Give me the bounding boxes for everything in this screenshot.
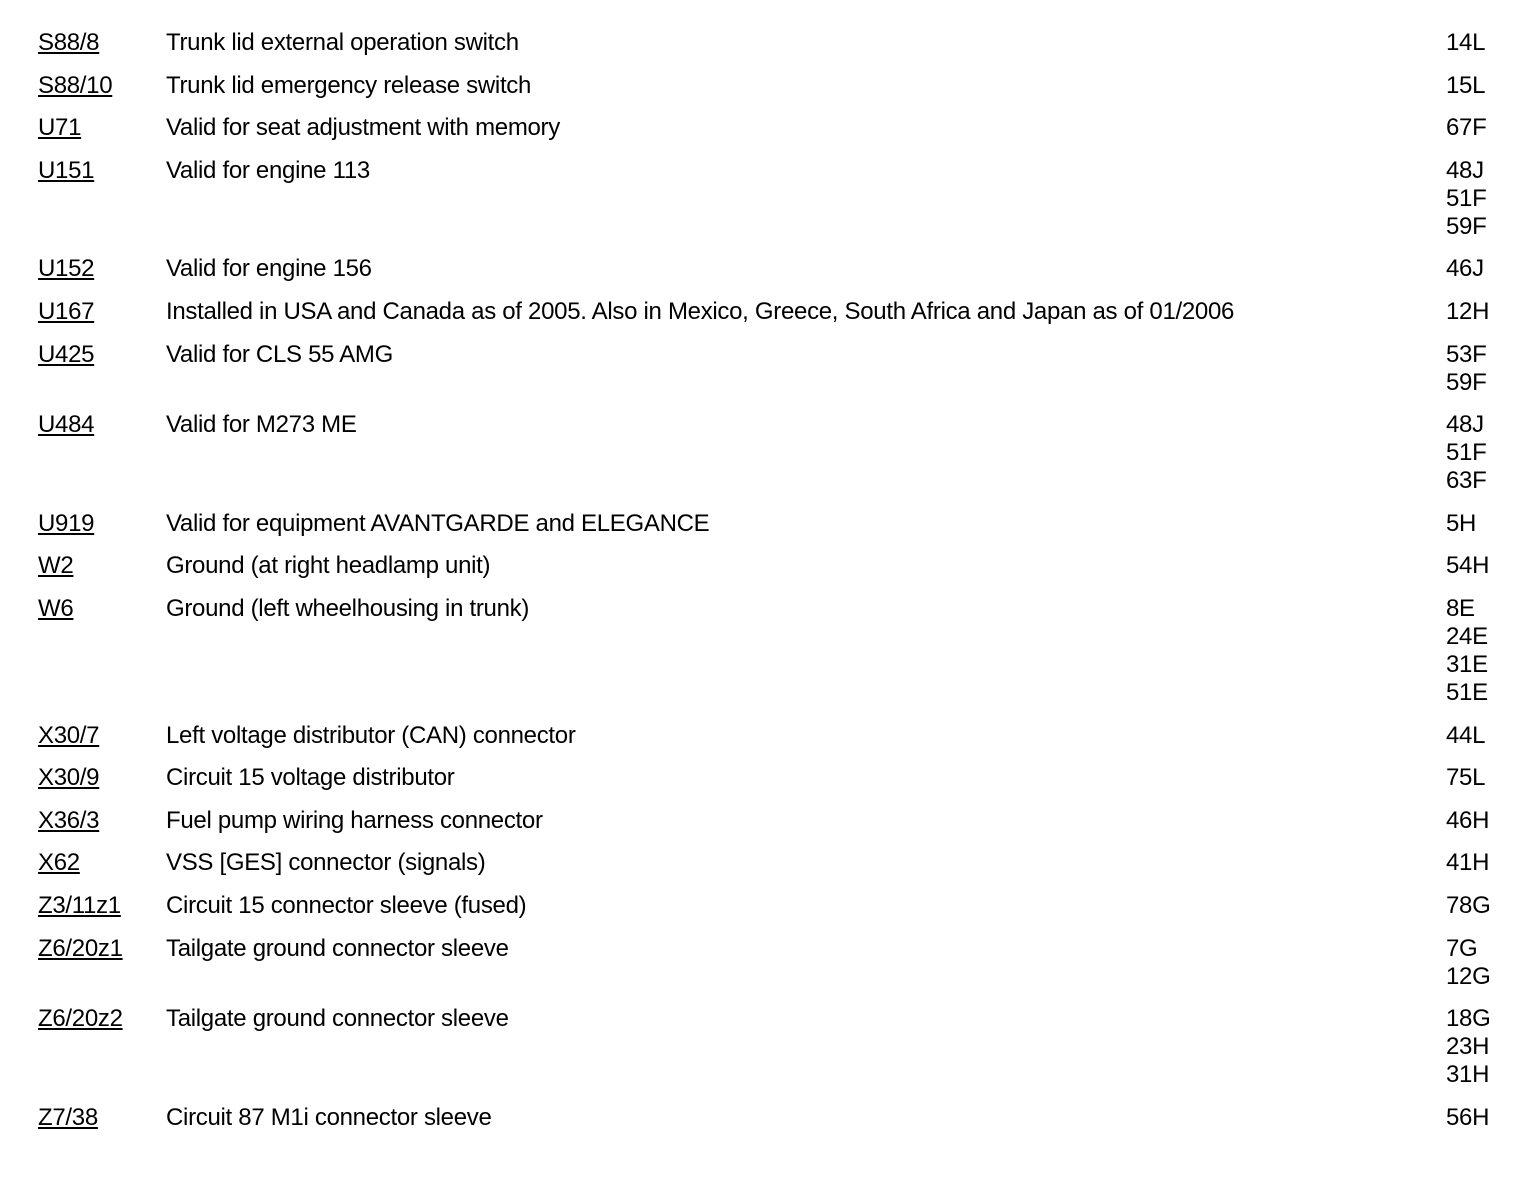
grid-reference-list bbox=[1446, 114, 1508, 142]
grid-reference: 53F bbox=[1446, 340, 1487, 368]
grid-reference-list bbox=[1446, 341, 1508, 397]
table-row bbox=[38, 411, 1508, 495]
grid-reference: 48J bbox=[1446, 411, 1484, 439]
grid-reference: 59F bbox=[1446, 368, 1487, 396]
component-code-link[interactable]: W6 bbox=[38, 594, 74, 622]
component-code-link[interactable]: X30/7 bbox=[38, 721, 100, 749]
grid-reference: 51F bbox=[1446, 439, 1487, 467]
grid-reference: 12H bbox=[1446, 297, 1490, 325]
grid-reference: 46J bbox=[1446, 255, 1484, 283]
grid-reference-list bbox=[1446, 298, 1508, 326]
component-description: Installed in USA and Canada as of 2005. Also in Mexico, Greece, South Africa and Japan as of 01/2006 bbox=[166, 297, 1235, 325]
grid-reference-list bbox=[1446, 72, 1508, 100]
component-code-link[interactable]: S88/10 bbox=[38, 71, 113, 99]
grid-reference-list bbox=[1446, 892, 1508, 920]
table-row bbox=[38, 892, 1508, 920]
grid-reference-list bbox=[1446, 935, 1508, 991]
grid-reference: 31H bbox=[1446, 1061, 1490, 1089]
component-description: Fuel pump wiring harness connector bbox=[166, 806, 543, 834]
grid-reference: 12G bbox=[1446, 962, 1491, 990]
table-row bbox=[38, 595, 1508, 707]
table-row bbox=[38, 1104, 1508, 1132]
component-code-link[interactable]: Z3/11z1 bbox=[38, 891, 121, 919]
component-code-link[interactable]: Z6/20z1 bbox=[38, 934, 123, 962]
component-description: Circuit 15 connector sleeve (fused) bbox=[166, 891, 527, 919]
component-code-link[interactable]: U919 bbox=[38, 509, 95, 537]
component-description: Valid for seat adjustment with memory bbox=[166, 114, 560, 142]
component-description: Ground (at right headlamp unit) bbox=[166, 552, 491, 580]
grid-reference: 44L bbox=[1446, 721, 1486, 749]
component-code-link[interactable]: U167 bbox=[38, 297, 95, 325]
component-description: Valid for engine 113 bbox=[166, 156, 370, 184]
component-description: Tailgate ground connector sleeve bbox=[166, 1005, 509, 1033]
table-row bbox=[38, 1005, 1508, 1089]
table-row bbox=[38, 935, 1508, 991]
component-description: VSS [GES] connector (signals) bbox=[166, 849, 486, 877]
component-description: Trunk lid emergency release switch bbox=[166, 71, 532, 99]
table-row bbox=[38, 255, 1508, 283]
table-row bbox=[38, 764, 1508, 792]
grid-reference: 59F bbox=[1446, 212, 1487, 240]
component-description: Ground (left wheelhousing in trunk) bbox=[166, 594, 530, 622]
grid-reference: 54H bbox=[1446, 552, 1490, 580]
grid-reference: 56H bbox=[1446, 1103, 1490, 1131]
grid-reference: 18G bbox=[1446, 1005, 1491, 1033]
table-row bbox=[38, 341, 1508, 397]
table-row bbox=[38, 298, 1508, 326]
grid-reference: 5H bbox=[1446, 509, 1477, 537]
component-code-link[interactable]: U152 bbox=[38, 255, 95, 283]
grid-reference: 75L bbox=[1446, 764, 1486, 792]
grid-reference-list bbox=[1446, 807, 1508, 835]
component-code-link[interactable]: U151 bbox=[38, 156, 95, 184]
grid-reference: 14L bbox=[1446, 29, 1486, 56]
table-row bbox=[38, 807, 1508, 835]
component-description: Left voltage distributor (CAN) connector bbox=[166, 721, 576, 749]
grid-reference: 41H bbox=[1446, 849, 1490, 877]
table-row bbox=[38, 552, 1508, 580]
grid-reference-list bbox=[1446, 1005, 1508, 1089]
table-row bbox=[38, 510, 1508, 538]
component-code-link[interactable]: U425 bbox=[38, 340, 95, 368]
component-code-link[interactable]: W2 bbox=[38, 552, 74, 580]
component-code-link[interactable]: S88/8 bbox=[38, 29, 100, 56]
grid-reference: 67F bbox=[1446, 114, 1487, 142]
component-code-link[interactable]: U484 bbox=[38, 411, 95, 439]
component-description: Circuit 15 voltage distributor bbox=[166, 764, 455, 792]
component-code-link[interactable]: X30/9 bbox=[38, 764, 100, 792]
grid-reference-list bbox=[1446, 722, 1508, 750]
component-description: Tailgate ground connector sleeve bbox=[166, 934, 509, 962]
grid-reference-list bbox=[1446, 849, 1508, 877]
component-description: Valid for M273 ME bbox=[166, 411, 357, 439]
table-row bbox=[38, 849, 1508, 877]
table-row bbox=[38, 722, 1508, 750]
grid-reference-list bbox=[1446, 157, 1508, 241]
component-code-link[interactable]: Z6/20z2 bbox=[38, 1005, 123, 1033]
grid-reference: 7G bbox=[1446, 934, 1478, 962]
grid-reference: 24E bbox=[1446, 622, 1488, 650]
grid-reference: 78G bbox=[1446, 891, 1491, 919]
grid-reference: 23H bbox=[1446, 1033, 1490, 1061]
grid-reference-list bbox=[1446, 552, 1508, 580]
grid-reference-list bbox=[1446, 595, 1508, 707]
component-description: Valid for CLS 55 AMG bbox=[166, 340, 393, 368]
component-code-link[interactable]: U71 bbox=[38, 114, 82, 142]
grid-reference-list bbox=[1446, 411, 1508, 495]
grid-reference-list bbox=[1446, 764, 1508, 792]
table-row bbox=[38, 157, 1508, 241]
table-row bbox=[38, 72, 1508, 100]
grid-reference-list bbox=[1446, 255, 1508, 283]
grid-reference: 63F bbox=[1446, 467, 1487, 495]
grid-reference: 51E bbox=[1446, 678, 1488, 706]
table-row bbox=[38, 114, 1508, 142]
component-legend-table bbox=[38, 29, 1508, 1146]
component-code-link[interactable]: X36/3 bbox=[38, 806, 100, 834]
grid-reference: 31E bbox=[1446, 650, 1488, 678]
component-code-link[interactable]: X62 bbox=[38, 849, 80, 877]
grid-reference: 46H bbox=[1446, 806, 1490, 834]
component-description: Circuit 87 M1i connector sleeve bbox=[166, 1103, 492, 1131]
grid-reference-list bbox=[1446, 1104, 1508, 1132]
legend-rows bbox=[38, 29, 1508, 1132]
grid-reference: 8E bbox=[1446, 594, 1475, 622]
grid-reference: 15L bbox=[1446, 71, 1486, 99]
grid-reference-list bbox=[1446, 29, 1508, 57]
component-description: Valid for engine 156 bbox=[166, 255, 372, 283]
grid-reference-list bbox=[1446, 510, 1508, 538]
table-row bbox=[38, 29, 1508, 57]
component-description: Valid for equipment AVANTGARDE and ELEGANCE bbox=[166, 509, 710, 537]
component-description: Trunk lid external operation switch bbox=[166, 29, 519, 56]
component-code-link[interactable]: Z7/38 bbox=[38, 1103, 98, 1131]
grid-reference: 48J bbox=[1446, 156, 1484, 184]
grid-reference: 51F bbox=[1446, 184, 1487, 212]
